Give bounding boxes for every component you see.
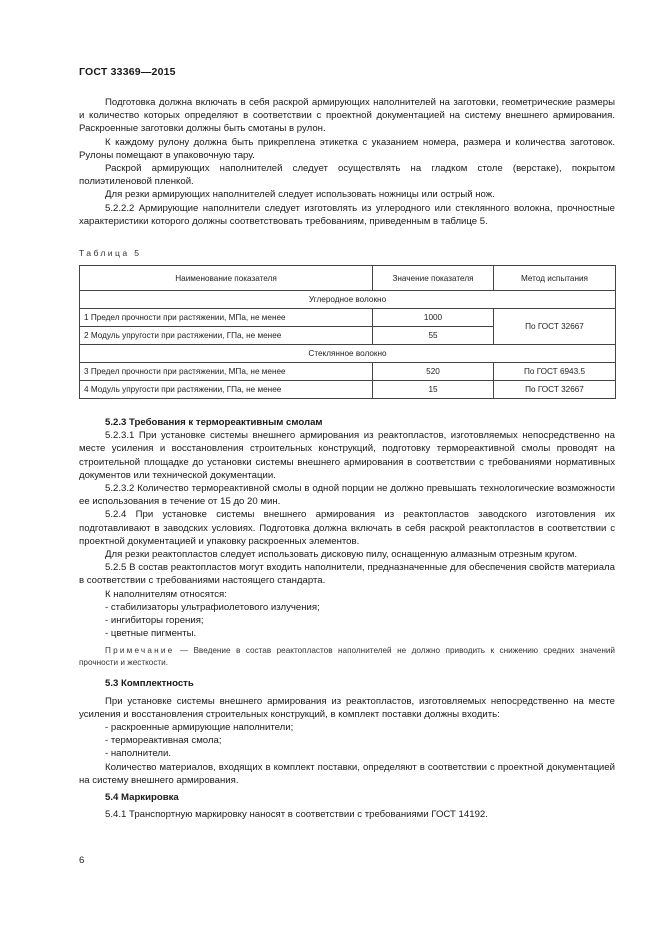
list-item: - наполнители. [105,748,171,760]
paragraph: 5.2.3.1 При установке системы внешнего армирования из реактопластов, изготовляемых непосредственно на месте усиления и восстановления строительных конструкций, подготовку термореактивной смолы проводят на строительной площадке до установки системы внешнего армирования в соответствии с требованиями нормативных документов или технической документации. [79,430,615,481]
main-block [79,416,615,821]
group-label: Углеродное волокно [80,291,616,309]
table-caption: Таблица 5 [79,248,142,258]
cell-name: 4 Модуль упругости при растяжении, ГПа, не менее [80,381,373,399]
paragraph: К наполнителям относятся: [105,588,227,600]
table-row [80,363,616,381]
note-label: Примечание [105,646,175,656]
table-row [80,309,616,327]
cell-value: 520 [373,363,494,381]
list-item: - ингибиторы горения; [105,615,204,627]
cell-name: 1 Предел прочности при растяжении, МПа, не менее [80,309,373,327]
page-number: 6 [79,855,85,866]
note [79,645,615,668]
paragraph: К каждому рулону должна быть прикреплена этикетка с указанием номера, размера и количества заготовок. Рулоны помещают в упаковочную тару. [79,136,615,161]
paragraph: 5.2.3.2 Количество термореактивной смолы в одной порции не должно превышать технологические возможности ее использования в течение от 15 до 20 мин. [79,483,615,508]
paragraph: Подготовка должна включать в себя раскрой армирующих наполнителей на заготовки, геометрические размеры и количество которых определяют в соответствии с проектной документацией на систему внешнего армирования. Раскроенные заготовки должны быть смотаны в рулон. [79,97,615,135]
cell-value: 15 [373,381,494,399]
paragraph: Количество материалов, входящих в комплект поставки, определяют в соответствии с проектной документацией на систему внешнего армирования. [79,761,615,786]
section-title-5-4: 5.4 Маркировка [105,792,179,804]
column-header: Значение показателя [373,266,494,291]
paragraph: Для резки армирующих наполнителей следует использовать ножницы или острый нож. [105,189,495,201]
paragraph: 5.2.2.2 Армирующие наполнители следует изготовлять из углеродного или стеклянного волокна, прочностные характеристики которого должны соответствовать требованиям, приведенным в таблице 5. [79,202,615,227]
table-group-row [80,291,616,309]
section-title-5-2-3: 5.2.3 Требования к термореактивным смолам [105,417,323,428]
table-group-row [80,345,616,363]
table-header-row [80,266,616,291]
paragraph: 5.2.5 В состав реактопластов могут входить наполнители, предназначенные для обеспечения свойств материала в соответствии с требованиями настоящего стандарта. [79,562,615,587]
paragraph: 5.2.4 При установке системы внешнего армирования из реактопластов заводского изготовления их подготавливают в заводских условиях. Подготовка должна включать в себя раскрой реактопластов в соответствии с проектной документацией и упаковку раскроенных элементов. [79,509,615,547]
group-label: Стеклянное волокно [80,345,616,363]
table-row [80,381,616,399]
paragraph: Для резки реактопластов следует использовать дисковую пилу, оснащенную алмазным отрезным кругом. [105,549,577,561]
column-header: Наименование показателя [80,266,373,291]
list-item: - цветные пигменты. [105,628,197,640]
document-header: ГОСТ 33369—2015 [79,66,176,78]
intro-block [79,96,615,228]
paragraph: 5.4.1 Транспортную маркировку наносят в соответствии с требованиями ГОСТ 14192. [105,809,488,821]
list-item: - стабилизаторы ультрафиолетового излучения; [105,601,320,613]
list-item: - раскроенные армирующие наполнители; [105,722,294,734]
cell-name: 2 Модуль упругости при растяжении, ГПа, не менее [80,327,373,345]
cell-method: По ГОСТ 32667 [494,381,616,399]
properties-table [79,265,616,399]
cell-value: 55 [373,327,494,345]
paragraph: При установке системы внешнего армирования из реактопластов, изготовляемых непосредственно на месте усиления и восстановления строительных конструкций, в комплект поставки должны входить: [79,695,615,720]
cell-method: По ГОСТ 6943.5 [494,363,616,381]
cell-value: 1000 [373,309,494,327]
paragraph: Раскрой армирующих наполнителей следует осуществлять на гладком столе (верстаке), покрытом полиэтиленовой пленкой. [79,163,615,188]
section-title-5-3: 5.3 Комплектность [105,678,194,690]
cell-method: По ГОСТ 32667 [494,309,616,345]
list-item: - термореактивная смола; [105,735,222,747]
note-text: — Введение в состав реактопластов наполнителей не должно приводить к снижению средних значений прочности и жесткости. [79,646,615,667]
column-header: Метод испытания [494,266,616,291]
cell-name: 3 Предел прочности при растяжении, МПа, не менее [80,363,373,381]
